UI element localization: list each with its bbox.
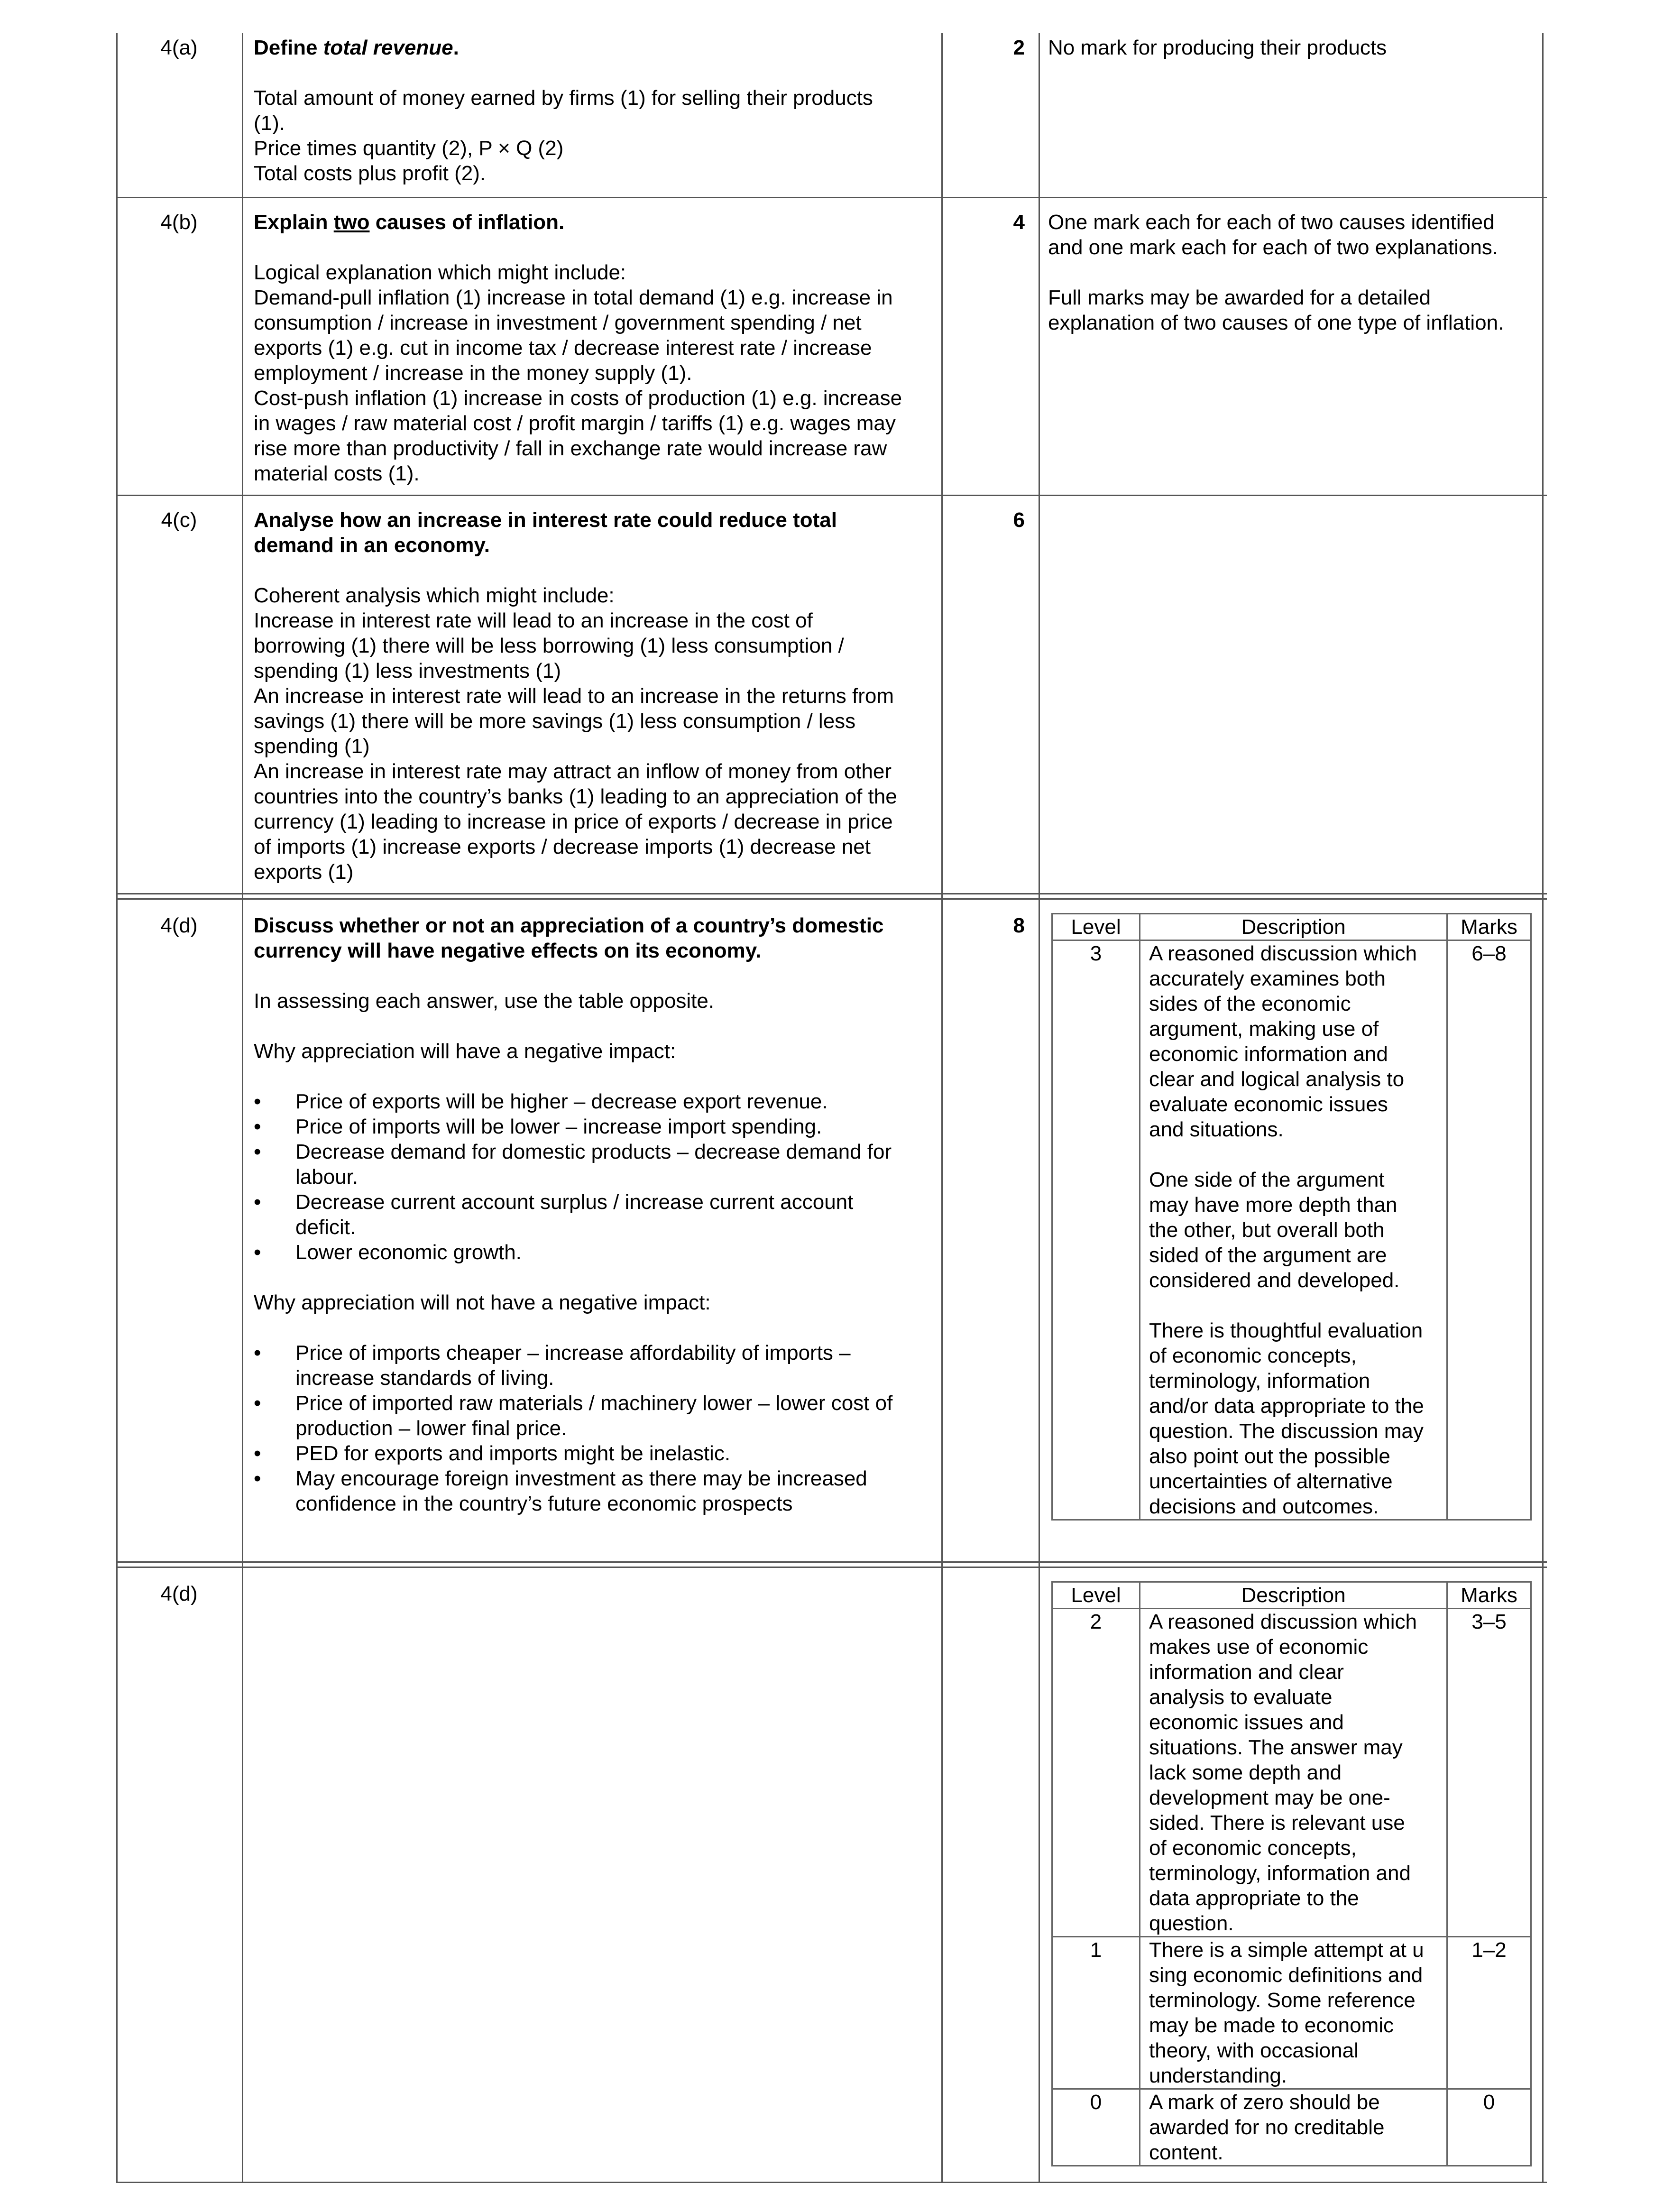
question-number: 4(b) bbox=[160, 211, 198, 234]
column-divider bbox=[941, 33, 943, 2182]
column-header-level: Level bbox=[1052, 914, 1140, 940]
table-row bbox=[1052, 1937, 1531, 2089]
list-item: • Price of exports will be higher – decrease export revenue. bbox=[254, 1089, 937, 1114]
answer-line: exports (1) bbox=[254, 860, 354, 884]
list-item: • May encourage foreign investment as there may be increased confidence in the country’s future economic prospects bbox=[254, 1466, 937, 1516]
answer-line: exports (1) e.g. cut in income tax / decrease interest rate / increase bbox=[254, 336, 872, 359]
column-header-marks: Marks bbox=[1447, 914, 1531, 940]
question-text: demand in an economy. bbox=[254, 534, 490, 557]
guidance-4b bbox=[1048, 210, 1544, 335]
answer-line: Price times quantity (2), P × Q (2) bbox=[254, 137, 564, 160]
level-table bbox=[1051, 1581, 1532, 2166]
positive-heading: Why appreciation will not have a negative impact: bbox=[254, 1291, 711, 1314]
question-text: currency will have negative effects on its economy. bbox=[254, 939, 762, 962]
marks-value: 2 bbox=[1013, 36, 1025, 59]
marks-value: 4 bbox=[1013, 211, 1025, 234]
list-item: • PED for exports and imports might be inelastic. bbox=[254, 1441, 937, 1466]
answer-line: of imports (1) increase exports / decrease imports (1) decrease net bbox=[254, 835, 871, 858]
marks-range: 1–2 bbox=[1447, 1937, 1531, 2089]
list-item: • Decrease demand for domestic products – decrease demand for labour. bbox=[254, 1139, 937, 1189]
row-divider bbox=[116, 893, 1547, 900]
question-4a bbox=[254, 35, 937, 186]
column-divider bbox=[242, 33, 243, 2182]
answer-line: Demand-pull inflation (1) increase in total demand (1) e.g. increase in bbox=[254, 286, 893, 309]
answer-line: in wages / raw material cost / profit margin / tariffs (1) e.g. wages may bbox=[254, 412, 896, 435]
level-value: 2 bbox=[1052, 1609, 1140, 1937]
answer-line: material costs (1). bbox=[254, 462, 420, 485]
answer-line: consumption / increase in investment / government spending / net bbox=[254, 311, 862, 334]
table-row bbox=[1052, 2089, 1531, 2166]
question-text: Analyse how an increase in interest rate could reduce total bbox=[254, 508, 837, 532]
answer-line: borrowing (1) there will be less borrowing (1) less consumption / bbox=[254, 634, 844, 657]
answer-line: currency (1) leading to increase in price of exports / decrease in price bbox=[254, 810, 893, 833]
question-4b bbox=[254, 210, 937, 486]
answer-line: spending (1) bbox=[254, 735, 370, 758]
assessment-note: In assessing each answer, use the table opposite. bbox=[254, 989, 715, 1013]
column-header-level: Level bbox=[1052, 1582, 1140, 1609]
level-value: 3 bbox=[1052, 940, 1140, 1520]
answer-line: (1). bbox=[254, 111, 285, 135]
question-4c bbox=[254, 507, 937, 885]
marks-value: 6 bbox=[1013, 508, 1025, 532]
row-divider bbox=[116, 197, 1547, 198]
list-item: • Decrease current account surplus / increase current account deficit. bbox=[254, 1189, 937, 1240]
level-description: There is a simple attempt at u sing economic definitions and terminology. Some reference may be made to economic theory, with occasional understanding. bbox=[1140, 1937, 1447, 2089]
row-divider bbox=[116, 495, 1547, 496]
question-number: 4(d) bbox=[160, 914, 198, 937]
question-number: 4(a) bbox=[160, 36, 198, 59]
answer-line: Total costs plus profit (2). bbox=[254, 162, 486, 185]
negative-heading: Why appreciation will have a negative impact: bbox=[254, 1040, 676, 1063]
answer-line: Total amount of money earned by firms (1) for selling their products bbox=[254, 86, 873, 110]
row-divider bbox=[116, 2182, 1547, 2183]
column-header-description: Description bbox=[1140, 1582, 1447, 1609]
marks-range: 6–8 bbox=[1447, 940, 1531, 1520]
level-description: A mark of zero should be awarded for no creditable content. bbox=[1140, 2089, 1447, 2166]
marks-range: 3–5 bbox=[1447, 1609, 1531, 1937]
guidance-line: and one mark each for each of two explanations. bbox=[1048, 236, 1499, 259]
list-item: • Lower economic growth. bbox=[254, 1240, 937, 1265]
answer-line: An increase in interest rate will lead to an increase in the returns from bbox=[254, 684, 894, 708]
guidance-text: No mark for producing their products bbox=[1048, 36, 1387, 59]
question-number: 4(c) bbox=[161, 508, 197, 532]
column-header-description: Description bbox=[1140, 914, 1447, 940]
marks-range: 0 bbox=[1447, 2089, 1531, 2166]
answer-line: savings (1) there will be more savings (1) less consumption / less bbox=[254, 710, 856, 733]
table-row bbox=[1052, 1609, 1531, 1937]
table-header-row bbox=[1052, 914, 1531, 940]
column-header-marks: Marks bbox=[1447, 1582, 1531, 1609]
question-text: Explain two causes of inflation. bbox=[254, 211, 565, 234]
level-value: 1 bbox=[1052, 1937, 1140, 2089]
answer-line: spending (1) less investments (1) bbox=[254, 659, 561, 682]
guidance-line: Full marks may be awarded for a detailed bbox=[1048, 286, 1431, 309]
table-header-row bbox=[1052, 1582, 1531, 1609]
column-divider bbox=[1039, 33, 1040, 2182]
list-item: • Price of imports will be lower – increase import spending. bbox=[254, 1114, 937, 1139]
answer-line: Cost-push inflation (1) increase in costs of production (1) e.g. increase bbox=[254, 387, 902, 410]
marks-value: 8 bbox=[1013, 914, 1025, 937]
guidance-line: One mark each for each of two causes identified bbox=[1048, 211, 1495, 234]
list-item: • Price of imports cheaper – increase affordability of imports – increase standards of living. bbox=[254, 1340, 937, 1391]
column-divider bbox=[116, 33, 118, 2182]
answer-line: Logical explanation which might include: bbox=[254, 261, 626, 284]
answer-line: employment / increase in the money supply (1). bbox=[254, 361, 692, 385]
answer-line: Increase in interest rate will lead to an increase in the cost of bbox=[254, 609, 813, 632]
level-table bbox=[1051, 913, 1532, 1521]
answer-line: countries into the country’s banks (1) leading to an appreciation of the bbox=[254, 785, 897, 808]
level-description: A reasoned discussion which accurately examines both sides of the economic argument, making use of economic information and clear and logical analysis to evaluate economic issues and situations. One side of the argument may have more depth than the other, but overall both sided of the argument are considered and developed. There is thoughtful evaluation of economic concepts, terminology, information and/or data appropriate to the question. The discussion may also point out the possible uncertainties of alternative decisions and outcomes. bbox=[1140, 940, 1447, 1520]
question-number: 4(d) bbox=[160, 1582, 198, 1605]
question-text: Define total revenue. bbox=[254, 36, 459, 59]
table-row bbox=[1052, 940, 1531, 1520]
question-4d bbox=[254, 913, 937, 1516]
question-text: Discuss whether or not an appreciation of a country’s domestic bbox=[254, 914, 884, 937]
level-description: A reasoned discussion which makes use of economic information and clear analysis to evaluate economic issues and situations. The answer may lack some depth and development may be one- sided. There is relevant use of economic concepts, terminology, information and data appropriate to the question. bbox=[1140, 1609, 1447, 1937]
column-divider bbox=[1542, 33, 1544, 2182]
answer-line: An increase in interest rate may attract an inflow of money from other bbox=[254, 760, 892, 783]
guidance-line: explanation of two causes of one type of inflation. bbox=[1048, 311, 1504, 334]
answer-line: rise more than productivity / fall in exchange rate would increase raw bbox=[254, 437, 887, 460]
list-item: • Price of imported raw materials / machinery lower – lower cost of production – lower final price. bbox=[254, 1391, 937, 1441]
answer-line: Coherent analysis which might include: bbox=[254, 584, 615, 607]
level-value: 0 bbox=[1052, 2089, 1140, 2166]
row-divider bbox=[116, 1561, 1547, 1568]
